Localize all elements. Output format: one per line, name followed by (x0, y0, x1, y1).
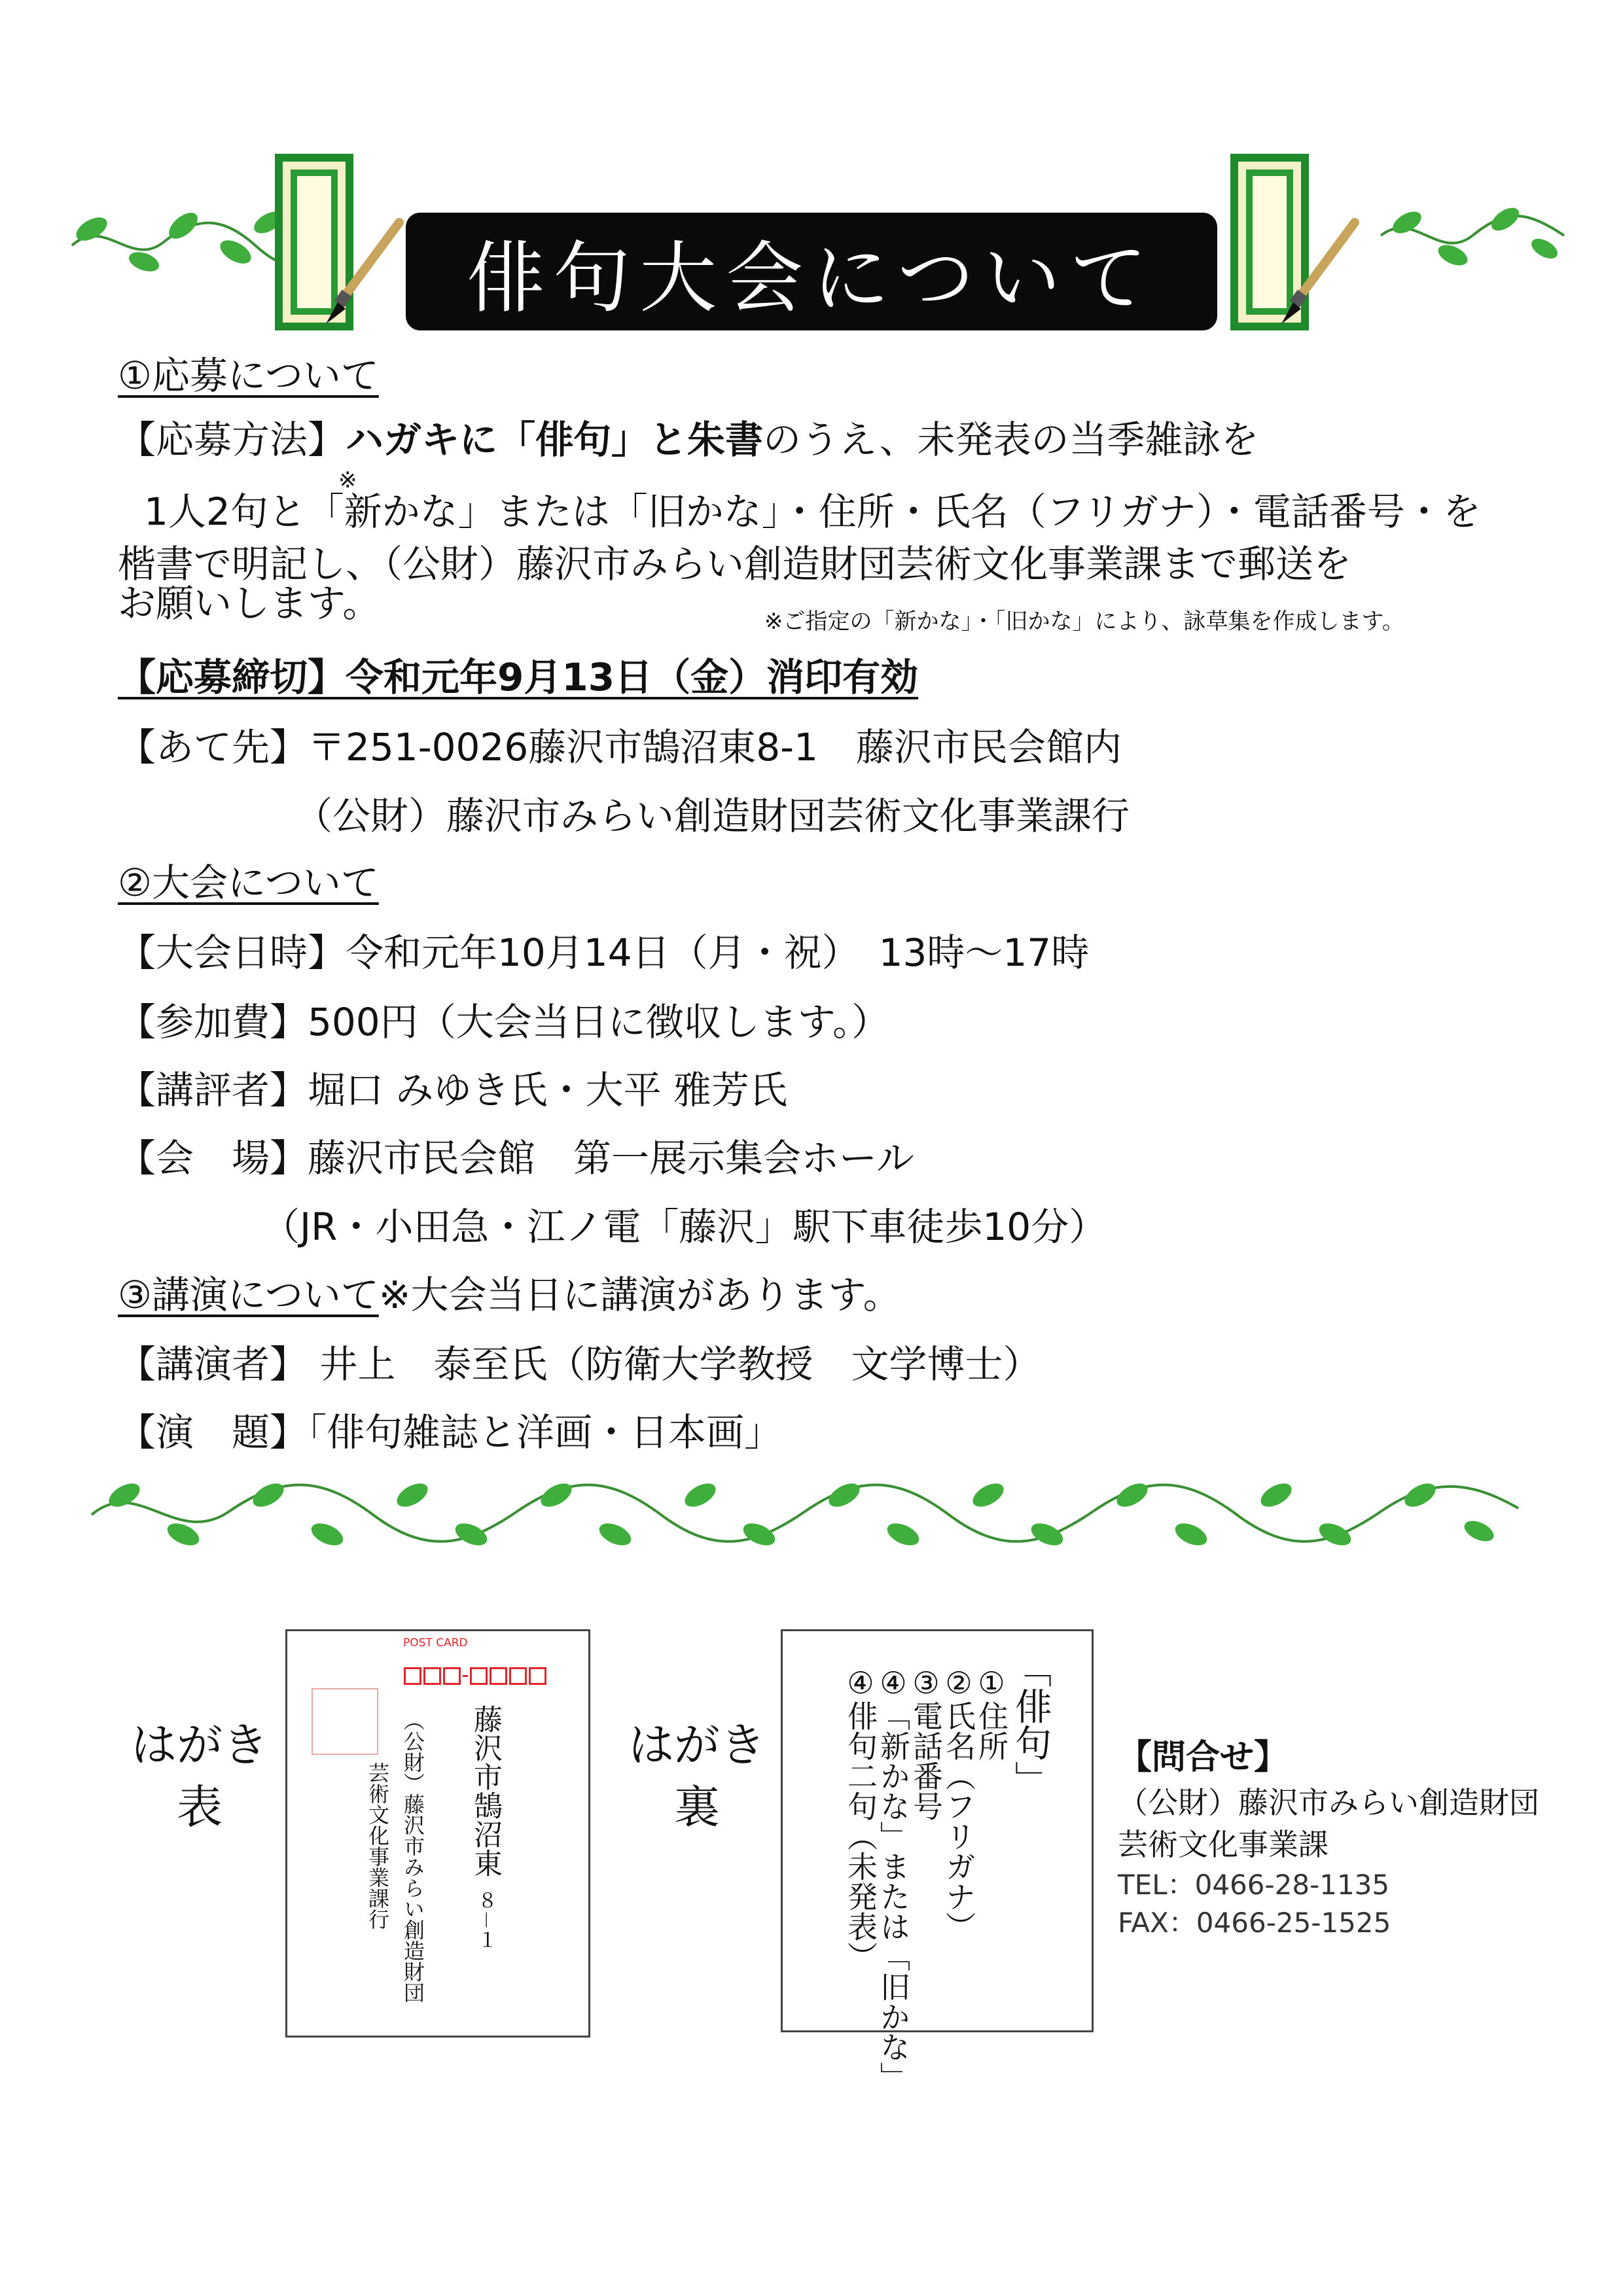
contact-title: 【問合せ】 (1118, 1738, 1289, 1777)
method-line1 (118, 417, 1259, 462)
page-title: 俳句大会について (467, 233, 1156, 323)
participation-fee: 【参加費】500円（大会当日に徴収します。） (118, 1000, 890, 1044)
postal-code-boxes (404, 1667, 546, 1685)
method-line4: お願いします。 (118, 581, 381, 626)
section3-heading-note: ※大会当日に講演があります。 (378, 1273, 901, 1317)
back-line-kana: ④「新かな」または「旧かな」 (876, 1665, 911, 2092)
venue: 【会 場】藤沢市民会館 第一展示集会ホール (118, 1136, 914, 1180)
back-line-phone: ③電話番号 (908, 1665, 944, 1821)
back-line-address: ①住所 (974, 1665, 1009, 1761)
method-line2: 1人2句と「新かな」または「旧かな」・住所・氏名（フリガナ）・電話番号・を (144, 489, 1481, 534)
method-line3: 楷書で明記し、（公財）藤沢市みらい創造財団芸術文化事業課まで郵送を (118, 542, 1352, 586)
front-address-city: 藤沢市鵠沼東 (469, 1704, 502, 1877)
stamp-box (312, 1688, 378, 1755)
back-line-haiku: 「俳句」 (1009, 1651, 1052, 1797)
address-line1: 【あて先】〒251-0026藤沢市鵠沼東8-1 藤沢市民会館内 (118, 725, 1122, 769)
front-address-number: ８－１ (474, 1890, 497, 1949)
postcard-front-label-line2: 表 (177, 1780, 223, 1834)
section3-heading-line (118, 1273, 901, 1317)
vine-decoration-left (65, 190, 308, 281)
event-datetime: 【大会日時】令和元年10月14日（月・祝） 13時～17時 (118, 930, 1090, 975)
contact-fax: FAX：0466-25-1525 (1118, 1907, 1391, 1939)
postcard-front-label-line1: はがき (131, 1718, 268, 1772)
postcard-back (781, 1629, 1094, 2092)
method-bold-text: ハガキに「俳句」と朱書 (346, 417, 764, 462)
brush-icon (314, 216, 412, 327)
section2-heading: ②大会について (118, 860, 379, 905)
postcard-back-label-line2: 裏 (674, 1780, 720, 1834)
back-line-haiku-two: ④俳句二句（未発表） (843, 1665, 878, 1971)
title-banner (406, 213, 1217, 330)
back-line-name: ②氏名（フリガナ） (941, 1665, 976, 1941)
method-rest-text: のうえ、未発表の当季雑詠を (763, 417, 1259, 462)
deadline: 【応募締切】令和元年9月13日（金）消印有効 (118, 655, 919, 699)
front-recipient-line2: 芸術文化事業課行 (365, 1762, 390, 1930)
kana-note: ※ご指定の「新かな」・「旧かな」により、詠草集を作成します。 (764, 609, 1404, 635)
post-card-text: POST CARD (403, 1636, 468, 1650)
lecture-speaker: 【講演者】 井上 泰至氏（防衛大学教授 文学博士） (118, 1342, 1041, 1386)
postcard-front (285, 1629, 590, 2038)
star-mark: ※ (338, 467, 357, 493)
lecture-topic: 【演 題】「俳句雑誌と洋画・日本画」 (118, 1410, 783, 1455)
method-label: 【応募方法】 (118, 417, 346, 462)
section1-heading: ①応募について (118, 353, 379, 398)
vine-divider (85, 1469, 1525, 1554)
postcard-front-label (131, 1714, 268, 1838)
brush-icon (1270, 216, 1368, 327)
postcard-back-label-line1: はがき (628, 1718, 766, 1772)
contact-org-line1: （公財）藤沢市みらい創造財団 (1118, 1784, 1539, 1820)
contact-tel: TEL：0466-28-1135 (1118, 1868, 1390, 1901)
vine-decoration-right (1374, 196, 1571, 275)
postcard-back-label (628, 1714, 766, 1838)
judges: 【講評者】堀口 みゆき氏・大平 雅芳氏 (118, 1068, 787, 1112)
section3-heading: ③講演について (118, 1273, 379, 1317)
front-recipient-line1: （公財）藤沢市みらい創造財団 (401, 1710, 425, 2003)
contact-org-line2: 芸術文化事業課 (1118, 1827, 1329, 1863)
contact-block (1118, 1734, 1539, 1943)
address-line2: （公財）藤沢市みらい創造財団芸術文化事業課行 (294, 794, 1130, 838)
front-address (464, 1704, 506, 1949)
access-info: （JR・小田急・江ノ電「藤沢」駅下車徒歩10分） (262, 1205, 1107, 1249)
